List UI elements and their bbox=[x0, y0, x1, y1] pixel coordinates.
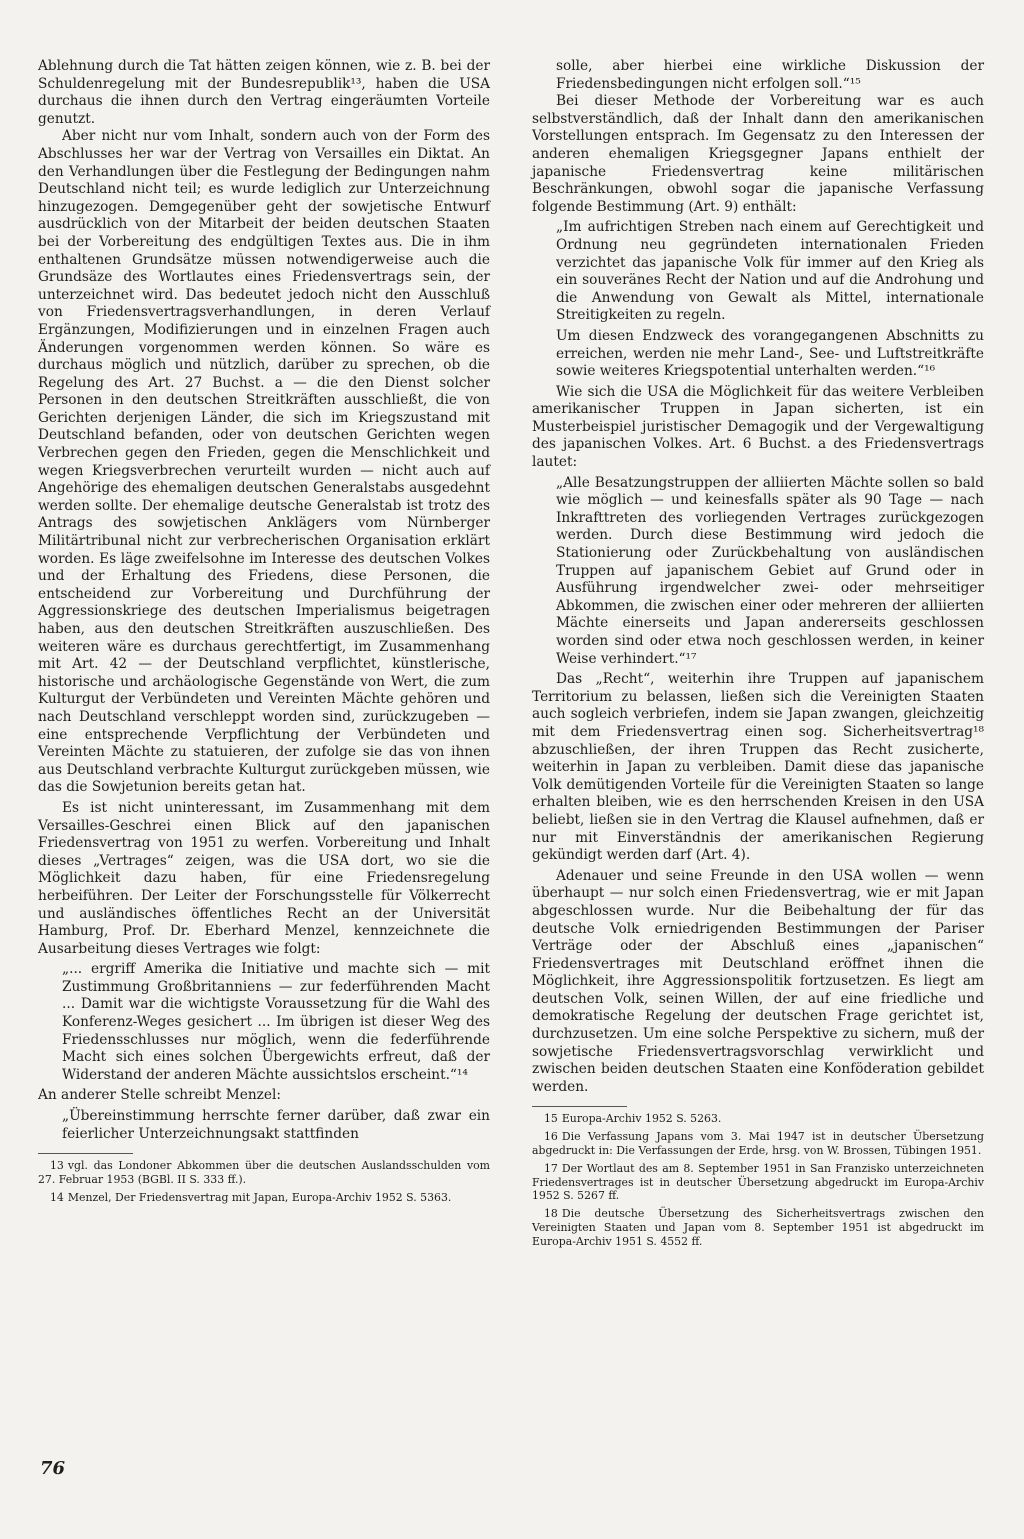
footnote-number: 14 bbox=[50, 1190, 64, 1204]
block-quote: solle, aber hierbei eine wirkliche Diskussion der Friedensbedingungen nicht erfolgen soll.“¹⁵ bbox=[556, 58, 984, 92]
footnote-number: 13 bbox=[50, 1159, 64, 1173]
footnote bbox=[38, 1159, 490, 1187]
footnote bbox=[532, 1130, 984, 1158]
body-paragraph: Bei dieser Methode der Vorbereitung war es auch selbstverständlich, daß der Inhalt dann den amerikanischen Vorstellungen entsprach. Im Gegensatz zu den Interessen der anderen ehemaligen Kriegsgegner Japans enthielt der japanische Friedensvertrag keine militärischen Beschränkungen, obwohl sogar die japanische Verfassung folgende Bestimmung (Art. 9) enthält: bbox=[532, 93, 984, 215]
footnote-text: Der Wortlaut des am 8. September 1951 in San Franzisko unterzeichneten Friedensvertrages ist in deutscher Übersetzung abgedruckt im Europa-Archiv 1952 S. 5267 ff. bbox=[532, 1161, 984, 1203]
footnote-number: 18 bbox=[544, 1207, 558, 1221]
block-quote: Um diesen Endzweck des vorangegangenen Abschnitts zu erreichen, werden nie mehr Land-, See- und Luftstreitkräfte sowie weiteres Kriegspotential unterhalten werden.“¹⁶ bbox=[556, 327, 984, 380]
block-quote: „Im aufrichtigen Streben nach einem auf Gerechtigkeit und Ordnung neu gegründeten internationalen Frieden verzichtet das japanische Volk für immer auf den Krieg als ein souveränes Recht der Nation und auf die Androhung und die Anwendung von Gewalt als Mittel, internationale Streitigkeiten zu regeln. bbox=[556, 219, 984, 324]
left-column bbox=[38, 58, 490, 1209]
block-quote: „Übereinstimmung herrschte ferner darüber, daß zwar ein feierlicher Unterzeichnungsakt stattfinden bbox=[62, 1108, 490, 1142]
footnote bbox=[532, 1112, 984, 1126]
footnote-text: Die deutsche Übersetzung des Sicherheitsvertrags zwischen den Vereinigten Staaten und Japan vom 8. September 1951 ist abgedruckt im Europa-Archiv 1951 S. 4552 ff. bbox=[532, 1207, 984, 1248]
body-paragraph: Wie sich die USA die Möglichkeit für das weitere Verbleiben amerikanischer Truppen in Japan sicherten, ist ein Musterbeispiel juristischer Demagogik und der Vergewaltigung des japanischen Volkes. Art. 6 Buchst. a des Friedensvertrags lautet: bbox=[532, 383, 984, 471]
block-quote: „Alle Besatzungstruppen der alliierten Mächte sollen so bald wie möglich — und keinesfalls später als 90 Tage — nach Inkrafttreten des vorliegenden Vertrages zurückgezogen werden. Durch diese Bestimmung wird jedoch die Stationierung oder Zurückbehaltung von ausländischen Truppen auf japanischem Gebiet auf Grund oder in Ausführung irgendwelcher zwei- oder mehrseitiger Abkommen, die zwischen einer oder mehreren der alliierten Mächte einerseits und Japan andererseits geschlossen worden sind oder etwa noch geschlossen werden, in keiner Weise verhindert.“¹⁷ bbox=[556, 474, 984, 667]
footnote-divider bbox=[38, 1153, 133, 1154]
footnote-text: Menzel, Der Friedensvertrag mit Japan, Europa-Archiv 1952 S. 5363. bbox=[67, 1190, 452, 1204]
footnote-number: 16 bbox=[544, 1130, 558, 1144]
footnote bbox=[532, 1207, 984, 1248]
footnote-text: Die Verfassung Japans vom 3. Mai 1947 ist in deutscher Übersetzung abgedruckt in: Die Verfassungen der Erde, hrsg. von W. Brossen, Tübingen 1951. bbox=[532, 1130, 984, 1158]
footnote-number: 17 bbox=[544, 1161, 558, 1175]
footnote-text: Europa-Archiv 1952 S. 5263. bbox=[561, 1112, 722, 1126]
footnote bbox=[532, 1162, 984, 1203]
body-paragraph: Aber nicht nur vom Inhalt, sondern auch von der Form des Abschlusses her war der Vertrag von Versailles ein Diktat. An den Verhandlungen über die Festlegung der Bedingungen nahm Deutschland nicht teil; es wurde lediglich zur Unterzeichnung hinzugezogen. Demgegenüber geht der sowjetische Entwurf ausdrücklich von der Mitarbeit der beiden deutschen Staaten bei der Vorbereitung des endgültigen Textes aus. Die in ihm enthaltenen Grundsätze müssen notwendigerweise auch die Grundsäze des Wortlautes eines Friedensvertrags sein, der unterzeichnet wird. Das bedeutet jedoch nicht den Ausschluß von Friedensvertragsverhandlungen, in deren Verlauf Ergänzungen, Modifizierungen und in einzelnen Fragen auch Änderungen vorgenommen werden können. So wäre es durchaus möglich und nützlich, darüber zu sprechen, ob die Regelung des Art. 27 Buchst. a — die den Dienst solcher Personen in den deutschen Streitkräften ausschließt, die von Gerichten derjenigen Länder, die sich im Kriegszustand mit Deutschland befanden, oder von deutschen Gerichten wegen Verbrechen gegen den Frieden, gegen die Menschlichkeit und wegen Kriegsverbrechen verurteilt wurden — nicht auch auf Angehörige des ehemaligen deutschen Generalstabs ausgedehnt werden sollte. Der ehemalige deutsche Generalstab ist trotz des Antrags des sowjetischen Anklägers vom Nürnberger Militärtribunal nicht zur verbrecherischen Organisation erklärt worden. Es läge zweifelsohne im Interesse des deutschen Volkes und der Erhaltung des Friedens, diese Personen, die entscheidend zur Vorbereitung und Durchführung der Aggressionskriege des deutschen Imperialismus beigetragen haben, aus den deutschen Streitkräften auszuschließen. Des weiteren wäre es durchaus gerechtfertigt, im Zusammenhang mit Art. 42 — der Deutschland verpflichtet, künstlerische, historische und archäologische Gegenstände von Wert, die zum Kulturgut der Verbündeten und Vereinten Mächte gehören und nach Deutschland verschleppt worden sind, zurückzugeben — eine entsprechende Verpflichtung der Verbündeten und Vereinten Mächte zu statuieren, der zufolge sie das von ihnen aus Deutschland verbrachte Kulturgut zurückgeben müssen, wie das die Sowjetunion bereits getan hat. bbox=[38, 128, 490, 796]
body-paragraph: Adenauer und seine Freunde in den USA wollen — wenn überhaupt — nur solch einen Friedensvertrag, wie er mit Japan abgeschlossen wurde. Nur die Beibehaltung der für das deutsche Volk erniedrigenden Bestimmungen der Pariser Verträge oder der Abschluß eines „japanischen“ Friedensvertrages mit Deutschland eröffnet ihnen die Möglichkeit, ihre Aggressionspolitik fortzusetzen. Es liegt am deutschen Volk, seinen Willen, der auf eine friedliche und demokratische Regelung der deutschen Frage gerichtet ist, durchzusetzen. Um eine solche Perspektive zu sichern, muß der sowjetische Friedensvertragsvorschlag verwirklicht und zwischen beiden deutschen Staaten eine Konföderation gebildet werden. bbox=[532, 867, 984, 1095]
footnote-number: 15 bbox=[544, 1112, 558, 1126]
body-paragraph: Ablehnung durch die Tat hätten zeigen können, wie z. B. bei der Schuldenregelung mit der Bundesrepublik¹³, haben die USA durchaus die ihnen durch den Vertrag eingeräumten Vorteile genutzt. bbox=[38, 58, 490, 127]
footnote bbox=[38, 1191, 490, 1205]
body-paragraph: An anderer Stelle schreibt Menzel: bbox=[38, 1087, 281, 1104]
right-column bbox=[532, 58, 984, 1253]
body-paragraph: Es ist nicht uninteressant, im Zusammenhang mit dem Versailles-Geschrei einen Blick auf den japanischen Friedensvertrag von 1951 zu werfen. Vorbereitung und Inhalt dieses „Vertrages“ zeigen, was die USA dort, wo sie die Möglichkeit dazu haben, für eine Friedensregelung herbeiführen. Der Leiter der Forschungsstelle für Völkerrecht und ausländisches öffentliches Recht an der Universität Hamburg, Prof. Dr. Eberhard Menzel, kennzeichnete die Ausarbeitung dieses Vertrages wie folgt: bbox=[38, 799, 490, 957]
footnote-text: vgl. das Londoner Abkommen über die deutschen Auslandsschulden vom 27. Februar 1953 (BGBl. II S. 333 ff.). bbox=[38, 1159, 490, 1187]
block-quote: „... ergriff Amerika die Initiative und machte sich — mit Zustimmung Großbritanniens — zur federführenden Macht ... Damit war die wichtigste Voraussetzung für die Wahl des Konferenz-Weges gesichert ... Im übrigen ist dieser Weg des Friedensschlusses nur möglich, wenn die federführende Macht sich eines solchen Übergewichts erfreut, daß der Widerstand der anderen Mächte aussichtslos erscheint.“¹⁴ bbox=[62, 961, 490, 1083]
page-number: 76 bbox=[40, 1458, 66, 1479]
body-paragraph: Das „Recht“, weiterhin ihre Truppen auf japanischem Territorium zu belassen, ließen sich die Vereinigten Staaten auch sogleich verbriefen, indem sie Japan zwangen, gleichzeitig mit dem Friedensvertrag einen sog. Sicherheitsvertrag¹⁸ abzuschließen, der ihren Truppen das Recht zusicherte, weiterhin in Japan zu verbleiben. Damit diese das japanische Volk demütigenden Vorteile für die Vereinigten Staaten so lange erhalten bleiben, wie es den herrschenden Kreisen in den USA beliebt, ließen sie in den Vertrag die Klausel aufnehmen, daß er nur mit Einverständnis der amerikanischen Regierung gekündigt werden darf (Art. 4). bbox=[532, 671, 984, 864]
footnote-divider bbox=[532, 1106, 627, 1107]
